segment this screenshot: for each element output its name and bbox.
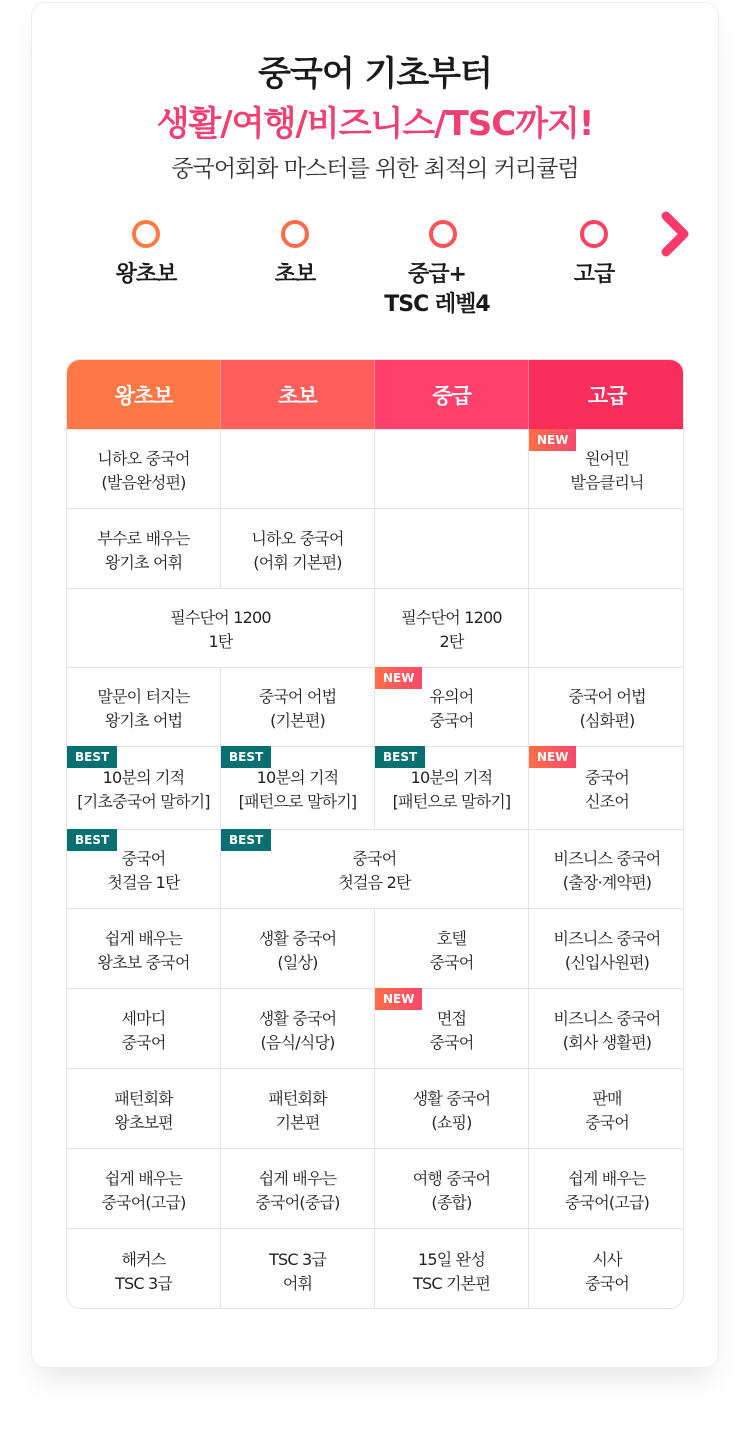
table-header-advanced: 고급 (528, 360, 684, 429)
course-cell[interactable]: 비즈니스 중국어 (회사 생활편) (528, 988, 684, 1068)
course-cell[interactable]: 쉽게 배우는 중국어(고급) (528, 1148, 684, 1228)
course-cell[interactable]: 판매 중국어 (528, 1068, 684, 1148)
course-cell[interactable]: 해커스 TSC 3급 (67, 1228, 220, 1309)
course-cell[interactable]: 비즈니스 중국어 (출장·계약편) (528, 829, 684, 908)
stage-label-intermediate: 중급+ TSC 레벨4 (384, 262, 490, 317)
course-title: 원어민 발음클리닉 (570, 449, 644, 492)
course-cell[interactable]: 중국어 어법 (기본편) (220, 667, 374, 746)
best-badge: BEST (221, 829, 271, 851)
course-cell[interactable]: 필수단어 1200 2탄 (374, 588, 528, 667)
course-cell[interactable] (374, 667, 528, 746)
course-cell[interactable]: 부수로 배우는 왕기초 어휘 (67, 508, 220, 588)
roadmap-dot-1 (134, 222, 158, 246)
course-cell[interactable]: 말문이 터지는 왕기초 어법 (67, 667, 220, 746)
course-cell[interactable] (67, 829, 220, 908)
course-cell[interactable] (528, 746, 684, 829)
course-cell[interactable]: 비즈니스 중국어 (신입사원편) (528, 908, 684, 988)
course-title: 10분의 기적 [기초중국어 말하기] (77, 768, 210, 811)
best-badge: BEST (221, 746, 271, 768)
course-cell[interactable]: 패턴회화 왕초보편 (67, 1068, 220, 1148)
course-cell[interactable]: 중국어 어법 (심화편) (528, 667, 684, 746)
title-line-1: 중국어 기초부터 (258, 54, 492, 94)
course-title: 유의어 중국어 (429, 687, 474, 730)
course-cell[interactable]: TSC 3급 어휘 (220, 1228, 374, 1309)
table-header-intermediate: 중급 (374, 360, 528, 429)
course-cell[interactable] (374, 746, 528, 829)
course-cell[interactable]: 시사 중국어 (528, 1228, 684, 1309)
empty-cell (374, 429, 528, 508)
best-badge: BEST (67, 829, 117, 851)
stage-label-elementary: 초보 (274, 262, 316, 287)
new-badge: NEW (529, 746, 576, 768)
course-cell[interactable]: 쉽게 배우는 중국어(고급) (67, 1148, 220, 1228)
new-badge: NEW (529, 429, 576, 451)
course-cell[interactable]: 생활 중국어 (일상) (220, 908, 374, 988)
empty-cell (528, 588, 684, 667)
course-cell[interactable] (220, 829, 528, 908)
roadmap-dot-2 (283, 222, 307, 246)
course-cell[interactable]: 쉽게 배우는 중국어(중급) (220, 1148, 374, 1228)
course-cell[interactable]: 니하오 중국어 (어휘 기본편) (220, 508, 374, 588)
course-cell[interactable]: 15일 완성 TSC 기본편 (374, 1228, 528, 1309)
course-title: 중국어 신조어 (585, 768, 629, 811)
roadmap-dot-4 (582, 222, 606, 246)
curriculum-table (66, 359, 684, 1309)
course-cell[interactable] (220, 746, 374, 829)
course-title: 중국어 첫걸음 2탄 (338, 849, 411, 892)
course-cell[interactable] (67, 746, 220, 829)
course-title: 중국어 첫걸음 1탄 (107, 849, 180, 892)
level-roadmap (0, 200, 750, 330)
new-badge: NEW (375, 988, 422, 1010)
course-cell[interactable]: 여행 중국어 (종합) (374, 1148, 528, 1228)
course-cell[interactable]: 필수단어 1200 1탄 (67, 588, 374, 667)
course-cell[interactable]: 쉽게 배우는 왕초보 중국어 (67, 908, 220, 988)
course-cell[interactable]: 세마디 중국어 (67, 988, 220, 1068)
empty-cell (374, 508, 528, 588)
course-cell[interactable]: 호텔 중국어 (374, 908, 528, 988)
roadmap-dot-3 (431, 222, 455, 246)
table-header-beginner: 왕초보 (67, 360, 220, 429)
course-title: 10분의 기적 [패턴으로 말하기] (392, 768, 511, 811)
empty-cell (528, 508, 684, 588)
course-title: 면접 중국어 (429, 1008, 474, 1052)
course-cell[interactable]: 니하오 중국어 (발음완성편) (67, 429, 220, 508)
course-cell[interactable] (374, 988, 528, 1068)
empty-cell (220, 429, 374, 508)
title-line-2: 생활/여행/비즈니스/TSC까지! (156, 104, 594, 144)
course-cell[interactable]: 패턴회화 기본편 (220, 1068, 374, 1148)
roadmap-line (0, 200, 750, 260)
best-badge: BEST (375, 746, 425, 768)
best-badge: BEST (67, 746, 117, 768)
course-cell[interactable] (528, 429, 684, 508)
course-cell[interactable]: 생활 중국어 (음식/식당) (220, 988, 374, 1068)
course-cell[interactable]: 생활 중국어 (쇼핑) (374, 1068, 528, 1148)
course-title: 10분의 기적 [패턴으로 말하기] (238, 768, 357, 811)
table-header-elementary: 초보 (220, 360, 374, 429)
stage-label-beginner: 왕초보 (115, 262, 177, 287)
new-badge: NEW (375, 667, 422, 689)
subtitle: 중국어회화 마스터를 위한 최적의 커리큘럼 (171, 156, 579, 182)
stage-label-advanced: 고급 (573, 262, 615, 287)
